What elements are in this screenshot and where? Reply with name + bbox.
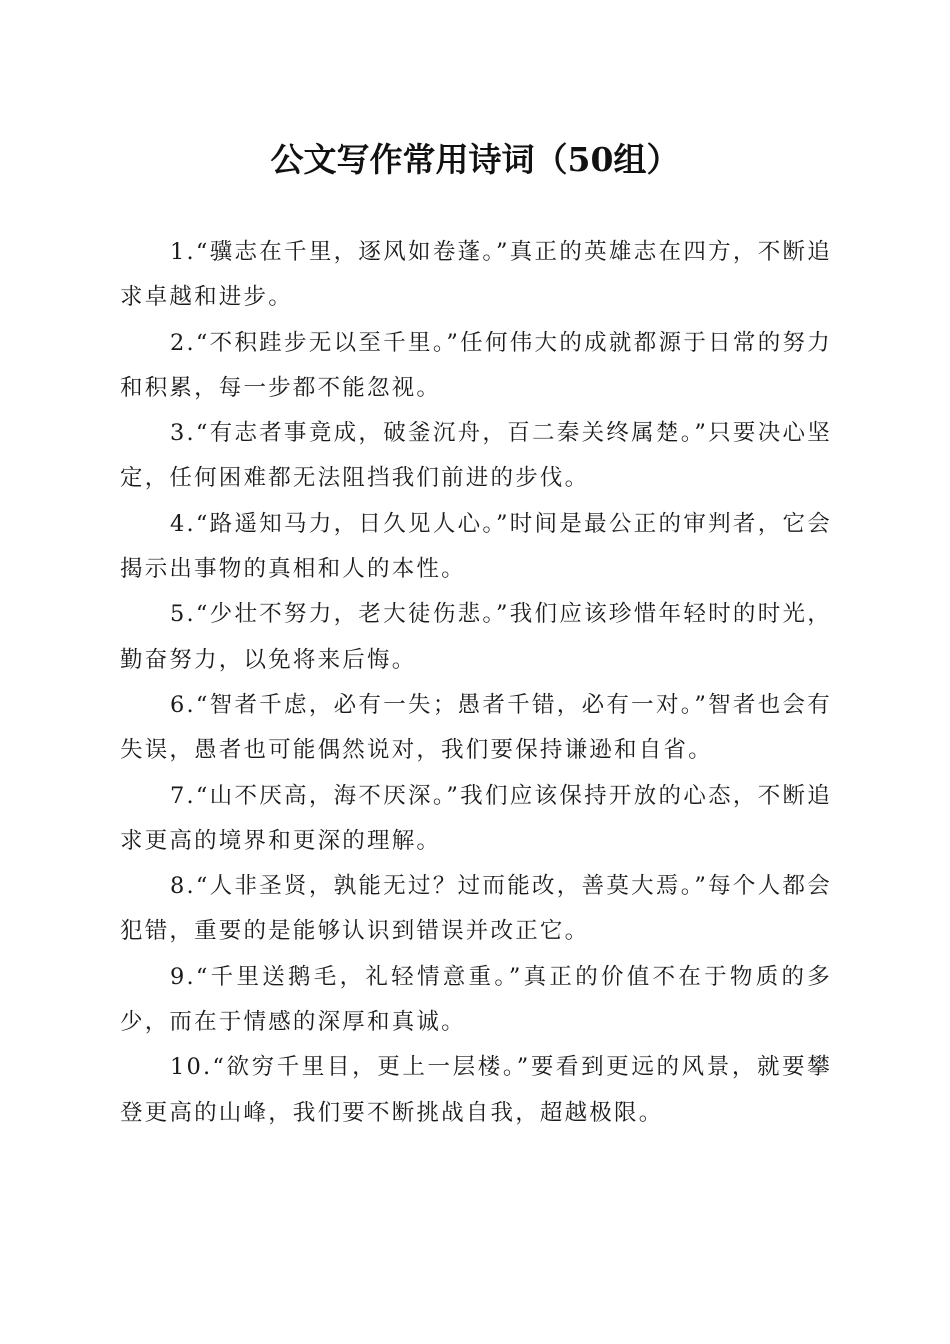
paragraph-10: 10.“欲穷千里目，更上一层楼。”要看到更远的风景，就要攀登更高的山峰，我们要不断挑战自我，超越极限。 [120,1054,832,1126]
paragraph-9: 9.“千里送鹅毛，礼轻情意重。”真正的价值不在于物质的多少，而在于情感的深厚和真诚。 [120,963,832,1036]
paragraph-7: 7.“山不厌高，海不厌深。”我们应该保持开放的心态，不断追求更高的境界和更深的理解。 [120,782,832,854]
paragraph-2: 2.“不积跬步无以至千里。”任何伟大的成就都源于日常的努力和积累，每一步都不能忽视。 [120,329,832,401]
paragraph-6: 6.“智者千虑，必有一失；愚者千错，必有一对。”智者也会有失误，愚者也可能偶然说对，我们要保持谦逊和自省。 [120,691,832,764]
paragraph-8: 8.“人非圣贤，孰能无过？过而能改，善莫大焉。”每个人都会犯错，重要的是能够认识到错误并改正它。 [120,873,832,945]
paragraph-5: 5.“少壮不努力，老大徒伤悲。”我们应该珍惜年轻时的时光，勤奋努力，以免将来后悔。 [120,601,832,673]
document-body [120,230,832,1136]
document-title: 公文写作常用诗词（50组） [270,140,680,179]
paragraph-1: 1.“骥志在千里，逐风如卷蓬。”真正的英雄志在四方，不断追求卓越和进步。 [120,239,832,311]
paragraph-3: 3.“有志者事竟成，破釜沉舟，百二秦关终属楚。”只要决心坚定，任何困难都无法阻挡我们前进的步伐。 [120,420,832,492]
paragraph-4: 4.“路遥知马力，日久见人心。”时间是最公正的审判者，它会揭示出事物的真相和人的本性。 [120,510,832,583]
